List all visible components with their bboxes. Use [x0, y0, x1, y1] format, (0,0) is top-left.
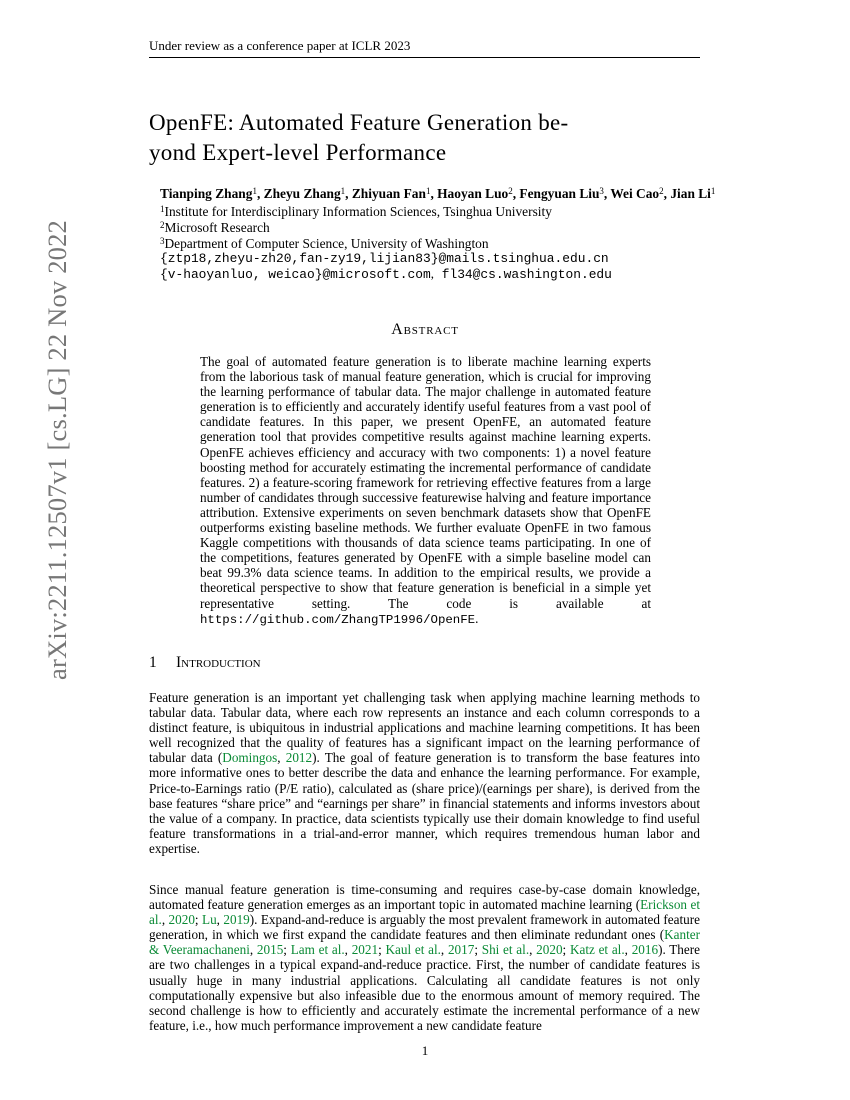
intro-paragraph-2 — [149, 882, 700, 1033]
citation-link[interactable]: 2015 — [256, 942, 284, 958]
author-affiliation-mark: 2 — [659, 186, 664, 196]
email-line-1: {ztp18,zheyu-zh20,fan-zy19,lijian83}@mails.tsinghua.edu.cn — [160, 251, 609, 266]
citation-link[interactable]: 2017 — [447, 942, 475, 958]
author-affiliation-mark: 2 — [508, 186, 513, 196]
code-url-link[interactable]: https://github.com/ZhangTP1996/OpenFE — [200, 612, 476, 627]
citation-link[interactable]: Erickson et al. — [149, 897, 700, 928]
paragraph-text: ). The goal of feature generation is to transform the base features into more informative ones to better describe the data and enhance the learning performance. For example, Price-to-Earnings ratio (P/E ratio), calculated as (share price)/(earnings per share), is derived from the base features “share price” and “earnings per share” in financial statements and informs investors about the value of a company. In practice, data scientists typically use their domain knowledge to find useful feature transformations in a trial-and-error manner, which requires tremendous human labor and expertise. — [149, 750, 701, 856]
citation-link[interactable]: 2020 — [536, 942, 563, 958]
citation-link[interactable]: Shi et al. — [481, 942, 530, 958]
citation-link[interactable]: 2019 — [223, 912, 250, 928]
author-affiliation-mark: 3 — [599, 186, 604, 196]
paragraph-text: ). There are two challenges in a typical expand-and-reduce practice. First, the number of candidate features is usually huge in many industrial applications. Calculating all candidate features is not only computationally expensive but also infeasible due to the enormous amount of memory required. The second challenge is how to efficiently and accurately estimate the incremental performance of a new feature, i.e., how much performance improvement a new candidate feature — [149, 942, 700, 1033]
author-name: Wei Cao — [610, 186, 660, 201]
author-name: Jian Li — [670, 186, 711, 201]
citation-link[interactable]: Lam et al. — [290, 942, 345, 958]
paragraph-text: ; — [562, 942, 570, 958]
page-number: 1 — [421, 1043, 429, 1058]
paper-title — [149, 108, 709, 168]
email-washington: fl34@cs.washington.edu — [433, 267, 612, 282]
citation-link[interactable]: Kaul et al. — [385, 942, 441, 958]
paragraph-text: Feature generation is an important yet challenging task when applying machine learning methods to tabular data. Tabular data, where each row represents an instance and each column corresponds to a distinct feature, is ubiquitous in industrial applications and machine learning competitions. It has been well recognized that the quality of features has a significant impact on the learning performance of tabular data ( — [149, 690, 700, 766]
affiliation-number: 2 — [160, 220, 165, 230]
abstract-period: . — [475, 610, 479, 626]
section-heading — [149, 654, 261, 672]
author-affiliation-mark: 1 — [710, 186, 716, 196]
citation-link[interactable]: Domingos — [222, 750, 278, 766]
citation-link[interactable]: 2020 — [168, 912, 195, 928]
paragraph-text: , — [216, 912, 224, 928]
author-list: Tianping Zhang$^1$, Zheyu Zhang$^1$, Zhiyuan Fan$^1$, Haoyan Luo$^2$, Fengyuan Liu$^3$, Wei Cao$^2$, Jian Li$^1$ — [160, 186, 716, 201]
abstract-text: The goal of automated feature generation is to liberate machine learning experts from the laborious task of manual feature generation, which is crucial for improving the learning performance of tabular data. The major challenge in automated feature generation is to efficiently and accurately identify useful features from a vast pool of candidate features. In this paper, we present OpenFE, an automated feature generation tool that provides competitive results against machine learning experts. OpenFE achieves efficiency and accuracy with two components: 1) a novel feature boosting method for accurately estimating the incremental performance of candidate features. 2) a feature-scoring framework for retrieving effective features from a large number of candidates through successive featurewise halving and feature importance attribution. Extensive experiments on seven benchmark datasets show that OpenFE outperforms existing baseline methods. We further evaluate OpenFE in two famous Kaggle competitions with thousands of data science teams participating. In one of the competitions, features generated by OpenFE with a simple baseline model can beat 99.3% data science teams. In addition to the empirical results, we provide a theoretical perspective to show that feature generation is beneficial in a simple yet representative setting. The code is available at — [200, 354, 651, 611]
affiliation-2 — [160, 220, 270, 236]
paragraph-text: ). Expand-and-reduce is arguably the most prevalent framework in automated feature generation, in which we first expand the candidate features and then eliminate redundant ones ( — [149, 912, 701, 943]
author-name: Zheyu Zhang — [263, 186, 341, 201]
affiliation-number: 3 — [160, 236, 165, 246]
citation-link[interactable]: 2016 — [631, 942, 659, 958]
paragraph-text: , — [624, 942, 632, 958]
author-affiliation-mark: 1 — [425, 186, 431, 196]
paragraph-text: , — [440, 942, 448, 958]
paragraph-text: , — [344, 942, 352, 958]
affiliation-text: Microsoft Research — [164, 220, 270, 235]
section-number: 1 — [149, 654, 157, 671]
paragraph-text: ; — [474, 942, 482, 958]
email-microsoft: {v-haoyanluo, weicao}@microsoft.com — [160, 267, 431, 282]
section-title: Introduction — [176, 654, 261, 671]
citation-link[interactable]: Lu — [202, 912, 217, 928]
paper-title-line-2: yond Expert-level Performance — [149, 140, 447, 165]
paragraph-text: ; — [283, 942, 291, 958]
paragraph-text: ; — [194, 912, 203, 928]
author-name: Zhiyuan Fan — [351, 186, 426, 201]
affiliation-text: Institute for Interdisciplinary Information Sciences, Tsinghua University — [164, 204, 552, 219]
affiliation-1 — [160, 204, 552, 220]
citation-link[interactable]: 2012 — [285, 750, 313, 766]
paragraph-text: , — [249, 942, 257, 958]
intro-paragraph-1 — [149, 690, 700, 856]
author-name: Fengyuan Liu — [519, 186, 600, 201]
affiliation-text: Department of Computer Science, University of Washington — [164, 236, 489, 251]
paragraph-text: , — [277, 750, 286, 766]
author-affiliation-mark: 1 — [340, 186, 346, 196]
citation-link[interactable]: Katz et al. — [569, 942, 625, 958]
paragraph-text: Since manual feature generation is time-consuming and requires case-by-case domain knowledge, automated feature generation emerges as an important topic in automated machine learning ( — [149, 882, 700, 913]
abstract-heading: Abstract — [391, 321, 459, 338]
paragraph-text: , — [529, 942, 537, 958]
citation-link[interactable]: Kanter & Veeramachaneni — [149, 927, 700, 958]
paragraph-text: ; — [378, 942, 386, 958]
arxiv-stamp: arXiv:2211.12507v1 [cs.LG] 22 Nov 2022 — [42, 219, 72, 680]
affiliation-number: 1 — [160, 204, 165, 214]
paragraph-text: , — [161, 912, 169, 928]
author-name: Tianping Zhang — [160, 186, 253, 201]
running-header: Under review as a conference paper at ICLR 2023 — [149, 38, 700, 58]
paper-title-line-1: OpenFE: Automated Feature Generation be- — [149, 110, 569, 135]
email-line-2 — [160, 267, 612, 282]
affiliation-3 — [160, 236, 489, 252]
author-affiliation-mark: 1 — [252, 186, 257, 196]
abstract-body — [200, 354, 651, 628]
citation-link[interactable]: 2021 — [351, 942, 379, 958]
email-separator: , — [430, 267, 434, 281]
author-name: Haoyan Luo — [437, 186, 509, 201]
